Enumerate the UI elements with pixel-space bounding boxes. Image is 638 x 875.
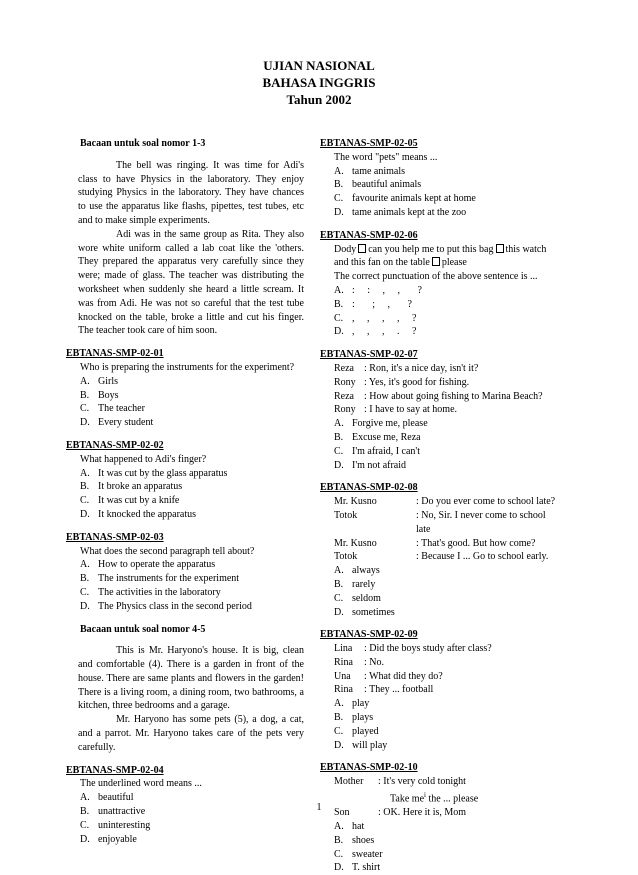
option-text: rarely xyxy=(352,578,376,590)
option-text: beautiful animals xyxy=(352,179,422,191)
option-letter: A. xyxy=(334,820,344,832)
question-code: EBTANAS-SMP-02-10 xyxy=(320,762,418,774)
option xyxy=(334,848,562,862)
question-code: EBTANAS-SMP-02-08 xyxy=(320,482,418,494)
option xyxy=(80,558,304,572)
dialog-line xyxy=(334,683,562,697)
speaker: Rony xyxy=(334,376,356,388)
option xyxy=(334,711,562,725)
option-text: sometimes xyxy=(352,606,395,618)
question-text-line xyxy=(334,256,562,270)
option xyxy=(80,508,304,522)
question-9 xyxy=(322,628,562,752)
option-letter: B. xyxy=(80,481,90,493)
option xyxy=(80,600,304,614)
option-text: seldom xyxy=(352,592,381,604)
dialog-text: : No, Sir. I never come to school late xyxy=(416,509,546,535)
dialog-line xyxy=(334,376,562,390)
question-code: EBTANAS-SMP-02-01 xyxy=(66,348,164,360)
question-code: EBTANAS-SMP-02-09 xyxy=(320,629,418,641)
dialog-line xyxy=(334,509,562,537)
option-text: : : , , ? xyxy=(352,284,422,296)
speaker: Reza xyxy=(334,390,354,402)
option-text: beautiful xyxy=(98,792,134,804)
dialog-text: : That's good. But how come? xyxy=(416,537,536,549)
option-letter: B. xyxy=(80,389,90,401)
option-letter: D. xyxy=(334,459,344,471)
dialog-line xyxy=(334,537,562,551)
year-title: Tahun 2002 xyxy=(286,92,352,107)
dialog-line xyxy=(334,656,562,670)
speaker: Mr. Kusno xyxy=(334,496,377,508)
option xyxy=(334,578,562,592)
speaker: Totok xyxy=(334,551,358,563)
speaker: Una xyxy=(334,670,351,682)
passage-paragraph: This is Mr. Haryono's house. It is big, clean and comfortable (4). There is a garden in front of the house. There are same plants and flowers in the garden! There is a living room, a dining room, two bathrooms, a kitchen, three bedrooms and a garage. xyxy=(78,645,304,712)
option xyxy=(334,431,562,445)
option-letter: C. xyxy=(334,445,344,457)
question-code: EBTANAS-SMP-02-06 xyxy=(320,229,418,241)
dialog-text: : Ron, it's a nice day, isn't it? xyxy=(364,362,479,374)
option-letter: A. xyxy=(334,165,344,177)
document-header xyxy=(0,57,638,108)
option-letter: B. xyxy=(334,834,344,846)
option-text: unattractive xyxy=(98,806,146,818)
option-letter: B. xyxy=(334,712,344,724)
question-text: What happened to Adi's finger? xyxy=(80,453,207,465)
passage-paragraph: The bell was ringing. It was time for Adi's class to have Physics in the laboratory. They enjoy studying Physics in the laboratory. They have chances to use the apparatus like flashs, pipettes, test tubes, etc and to make simple experiments. xyxy=(78,159,304,226)
question-2 xyxy=(68,439,304,522)
option xyxy=(80,480,304,494)
question-1 xyxy=(68,347,304,430)
blank-box-icon xyxy=(432,257,440,266)
option xyxy=(334,284,562,298)
option-letter: B. xyxy=(80,573,90,585)
option-letter: C. xyxy=(80,403,90,415)
question-fragment: can you help me to put this bag xyxy=(368,243,494,255)
blank-box-icon xyxy=(358,244,366,253)
option xyxy=(334,697,562,711)
option-letter: D. xyxy=(334,606,344,618)
question-7 xyxy=(322,348,562,472)
option-text: will play xyxy=(352,739,388,751)
option xyxy=(80,402,304,416)
question-code: EBTANAS-SMP-02-07 xyxy=(320,349,418,361)
option xyxy=(334,861,562,875)
option-letter: C. xyxy=(80,819,90,831)
option xyxy=(80,494,304,508)
option xyxy=(334,725,562,739)
option-letter: A. xyxy=(334,565,344,577)
dialog-line xyxy=(334,642,562,656)
dialog-line xyxy=(334,670,562,684)
question-text: The underlined word means ... xyxy=(80,778,202,790)
option-letter: D. xyxy=(334,326,344,338)
option-text: It was cut by a knife xyxy=(98,495,180,507)
option-text: always xyxy=(352,565,380,577)
question-3 xyxy=(68,531,304,614)
option-text: Excuse me, Reza xyxy=(352,431,421,443)
dialog-text: : Did the boys study after class? xyxy=(364,643,492,655)
question-text: Who is preparing the instruments for the experiment? xyxy=(80,361,295,373)
option-text: hat xyxy=(352,820,365,832)
option xyxy=(334,820,562,834)
option-text: tame animals kept at the zoo xyxy=(352,206,467,218)
dialog-text: : Because I ... Go to school early. xyxy=(416,551,549,563)
option xyxy=(334,606,562,620)
question-8 xyxy=(322,481,562,619)
option-letter: A. xyxy=(334,418,344,430)
option xyxy=(334,312,562,326)
option-letter: C. xyxy=(334,848,344,860)
option-letter: A. xyxy=(80,375,90,387)
option xyxy=(334,592,562,606)
dialog-text: : How about going fishing to Marina Beach? xyxy=(364,390,543,402)
option-letter: B. xyxy=(334,578,344,590)
speaker: Rina xyxy=(334,684,353,696)
option xyxy=(334,325,562,339)
question-fragment: Dody xyxy=(334,243,357,255)
option-text: It broke an apparatus xyxy=(98,481,183,493)
dialog-line xyxy=(334,390,562,404)
option-letter: A. xyxy=(80,792,90,804)
option-letter: C. xyxy=(334,725,344,737)
option-text: , , , , ? xyxy=(352,312,417,324)
question-text-line xyxy=(334,243,562,257)
question-10 xyxy=(322,761,562,875)
option-letter: D. xyxy=(334,862,344,874)
option-text: I'm afraid, I can't xyxy=(352,445,421,457)
question-text: The correct punctuation of the above sentence is ... xyxy=(334,271,538,283)
option xyxy=(80,467,304,481)
option-letter: D. xyxy=(334,206,344,218)
reading-passage-1 xyxy=(78,159,304,338)
option-text: The instruments for the experiment xyxy=(98,573,240,585)
option xyxy=(334,445,562,459)
blank-box-icon xyxy=(496,244,504,253)
option-letter: C. xyxy=(80,495,90,507)
option-text: The activities in the laboratory xyxy=(98,586,221,598)
dialog-fragment: the ... please xyxy=(425,793,479,805)
option xyxy=(334,165,562,179)
option-text: Forgive me, please xyxy=(352,418,428,430)
option-letter: A. xyxy=(334,698,344,710)
passage-paragraph: Adi was in the same group as Rita. They also wore white uniform called a lab coat like the 'others. They prepared the apparatus very carefully since they were; made of glass. The teacher was distributing the worksheet when suddenly she heard a little scream. It was from Adi. He was not so careful that the test tube knocked on the table, broke a little and cut his finger. The teacher took care of him soon. xyxy=(78,228,304,337)
option-text: favourite animals kept at home xyxy=(352,193,476,205)
dialog-line xyxy=(334,403,562,417)
reading-passage-2 xyxy=(78,644,304,754)
question-code: EBTANAS-SMP-02-04 xyxy=(66,764,164,776)
left-column xyxy=(68,137,304,846)
option xyxy=(334,834,562,848)
speaker: Mother xyxy=(334,776,364,788)
option-letter: D. xyxy=(80,833,90,845)
option-letter: C. xyxy=(334,193,344,205)
option-letter: A. xyxy=(334,284,344,296)
exam-title: UJIAN NASIONAL xyxy=(263,58,375,73)
option-letter: D. xyxy=(80,508,90,520)
option-letter: B. xyxy=(334,179,344,191)
question-text: The word "pets" means ... xyxy=(334,151,438,163)
option xyxy=(334,459,562,473)
option-letter: A. xyxy=(80,559,90,571)
option-text: : ; , ? xyxy=(352,298,412,310)
speaker: Totok xyxy=(334,509,358,521)
dialog-fragment: Take me xyxy=(390,793,425,805)
option xyxy=(334,178,562,192)
dialog-text: : I have to say at home. xyxy=(364,404,458,416)
option-text: enjoyable xyxy=(98,833,137,845)
subject-title: BAHASA INGGRIS xyxy=(262,75,376,90)
option-text: sweater xyxy=(352,848,383,860)
option-text: I'm not afraid xyxy=(352,459,407,471)
option-text: Boys xyxy=(98,389,119,401)
option-text: Every student xyxy=(98,417,154,429)
option-text: played xyxy=(352,725,379,737)
option-letter: D. xyxy=(334,739,344,751)
option-text: The teacher xyxy=(98,403,145,415)
dialog-text: : No. xyxy=(364,656,384,668)
reading-title-2: Bacaan untuk soal nomor 4-5 xyxy=(80,623,206,635)
dialog-text: : It's very cold tonight xyxy=(378,776,466,788)
question-6 xyxy=(322,229,562,339)
option-letter: D. xyxy=(80,417,90,429)
question-fragment: this watch xyxy=(505,243,547,255)
option xyxy=(334,564,562,578)
option xyxy=(80,389,304,403)
option xyxy=(334,417,562,431)
option-text: The Physics class in the second period xyxy=(98,600,252,612)
dialog-text: : What did they do? xyxy=(364,670,443,682)
option-text: It was cut by the glass apparatus xyxy=(98,467,228,479)
option-letter: B. xyxy=(334,431,344,443)
dialog-line xyxy=(334,495,562,509)
question-code: EBTANAS-SMP-02-03 xyxy=(66,531,164,543)
option-letter: B. xyxy=(334,298,344,310)
option-letter: C. xyxy=(80,586,90,598)
superscript-mark: i xyxy=(424,791,426,800)
page-number: 1 xyxy=(316,802,322,813)
dialog-text: : OK. Here it is, Mom xyxy=(378,807,467,819)
right-column xyxy=(322,137,562,875)
option xyxy=(334,739,562,753)
dialog-line xyxy=(334,362,562,376)
option-text: uninteresting xyxy=(98,819,151,831)
option-letter: C. xyxy=(334,592,344,604)
dialog-line xyxy=(334,550,562,564)
reading-title-1: Bacaan untuk soal nomor 1-3 xyxy=(80,138,206,149)
question-code: EBTANAS-SMP-02-05 xyxy=(320,138,418,149)
option xyxy=(334,206,562,220)
dialog-line xyxy=(334,775,562,789)
question-code: EBTANAS-SMP-02-02 xyxy=(66,439,164,451)
option-letter: C. xyxy=(334,312,344,324)
dialog-text: : Yes, it's good for fishing. xyxy=(364,376,470,388)
option xyxy=(80,833,304,847)
speaker: Son xyxy=(334,807,350,819)
option-text: Girls xyxy=(98,375,118,387)
question-text: What does the second paragraph tell about? xyxy=(80,545,255,557)
option-text: plays xyxy=(352,712,374,724)
speaker: Mr. Kusno xyxy=(334,537,377,549)
option-text: tame animals xyxy=(352,165,406,177)
option xyxy=(80,586,304,600)
question-fragment: please xyxy=(441,257,467,269)
option-letter: A. xyxy=(80,467,90,479)
option xyxy=(334,192,562,206)
option xyxy=(334,298,562,312)
dialog-text: : Do you ever come to school late? xyxy=(416,496,556,508)
passage-paragraph: Mr. Haryono has some pets (5), a dog, a cat, and a parrot. Mr. Haryono takes care of the pets very carefully. xyxy=(78,714,304,753)
option-letter: B. xyxy=(80,806,90,818)
speaker: Rony xyxy=(334,404,356,416)
speaker: Rina xyxy=(334,656,353,668)
option-text: It knocked the apparatus xyxy=(98,508,197,520)
question-5 xyxy=(322,137,562,220)
option-text: , , , . ? xyxy=(352,326,417,338)
speaker: Lina xyxy=(334,643,353,655)
option-text: T. shirt xyxy=(352,862,381,874)
option-text: play xyxy=(352,698,370,710)
option-text: shoes xyxy=(352,834,375,846)
option xyxy=(80,416,304,430)
option-text: How to operate the apparatus xyxy=(98,559,216,571)
speaker: Reza xyxy=(334,362,354,374)
option xyxy=(80,375,304,389)
dialog-text: : They ... football xyxy=(364,684,434,696)
option xyxy=(80,572,304,586)
question-fragment: and this fan on the table xyxy=(334,257,430,269)
option-letter: D. xyxy=(80,600,90,612)
